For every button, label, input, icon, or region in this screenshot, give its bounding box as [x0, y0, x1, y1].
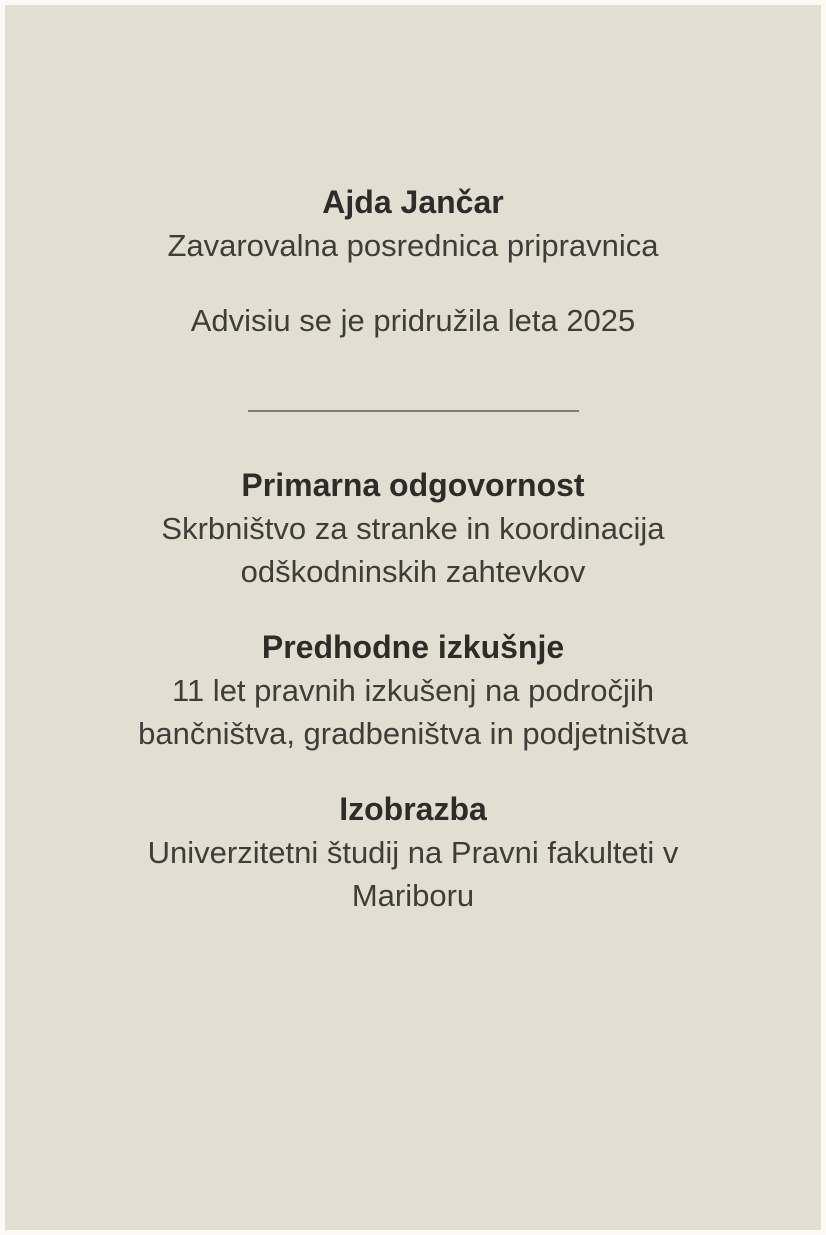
- profile-name: Ajda Jančar: [322, 184, 504, 220]
- section-heading: Predhodne izkušnje: [261, 629, 565, 665]
- section-previous-experience: [5, 626, 821, 755]
- profile-role: Zavarovalna posrednica pripravnica: [167, 228, 659, 263]
- profile-joined-year: Advisiu se je pridružila leta 2025: [190, 303, 636, 338]
- section-line: odškodninskih zahtevkov: [240, 554, 586, 589]
- section-heading: Izobrazba: [339, 791, 487, 827]
- section-divider: [248, 410, 579, 412]
- section-line: bančništva, gradbeništva in podjetništva: [138, 716, 688, 751]
- section-heading: Primarna odgovornost: [241, 467, 585, 503]
- section-line: Skrbništvo za stranke in koordinacija: [161, 511, 665, 546]
- section-education: [5, 788, 821, 917]
- section-primary-responsibility: [5, 464, 821, 593]
- profile-card: [5, 5, 821, 1230]
- section-line: Univerzitetni študij na Pravni fakulteti v: [147, 835, 679, 870]
- profile-intro: [5, 5, 821, 342]
- section-line: 11 let pravnih izkušenj na področjih: [172, 673, 654, 708]
- section-line: Mariboru: [351, 878, 475, 913]
